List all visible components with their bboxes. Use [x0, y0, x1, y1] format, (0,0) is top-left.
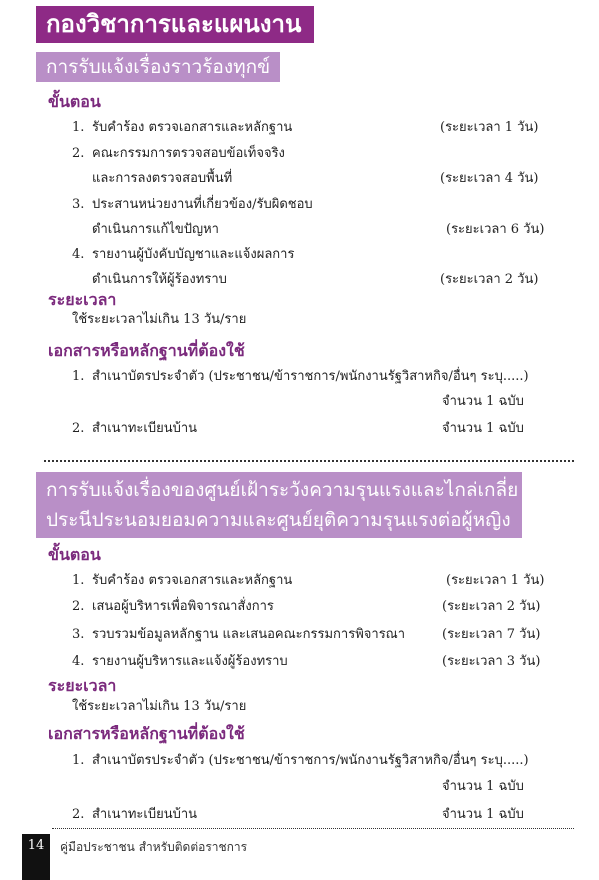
footer-text: คู่มือประชาชน สำหรับติดต่อราชการ	[60, 840, 248, 854]
s1-step2-num: 2.	[72, 146, 85, 161]
section1-steps-heading: ขั้นตอน	[48, 92, 101, 111]
s2-doc2-text: สำเนาทะเบียนบ้าน	[92, 807, 198, 822]
section2-title-line2: ประนีประนอมยอมความและศูนย์ยุติความรุนแรงต่อผู้หญิง	[46, 509, 511, 531]
s1-step1-duration: (ระยะเวลา 1 วัน)	[440, 120, 539, 135]
section1-time-heading: ระยะเวลา	[48, 290, 117, 309]
s1-step3-num: 3.	[72, 197, 85, 212]
page-header-title: กองวิชาการและแผนงาน	[36, 6, 314, 43]
section1-time-text: ใช้ระยะเวลาไม่เกิน 13 วัน/ราย	[72, 312, 247, 327]
s2-step4-num: 4.	[72, 654, 85, 669]
section-divider	[44, 460, 574, 462]
section2-title-line1: การรับแจ้งเรื่องของศูนย์เฝ้าระวังความรุนแรงและไกล่เกลี่ย	[46, 479, 519, 501]
s1-doc1-text: สำเนาบัตรประจำตัว (ประชาชน/ข้าราชการ/พนักงานรัฐวิสาหกิจ/อื่นๆ ระบุ.....)	[92, 369, 529, 384]
s1-doc2-num: 2.	[72, 421, 85, 436]
s2-step3-duration: (ระยะเวลา 7 วัน)	[442, 627, 541, 642]
s2-step4-text: รายงานผู้บริหารและแจ้งผู้ร้องทราบ	[92, 654, 288, 669]
s2-step4-duration: (ระยะเวลา 3 วัน)	[442, 654, 541, 669]
footer-divider	[52, 828, 574, 829]
s1-step2-duration: (ระยะเวลา 4 วัน)	[440, 171, 539, 186]
s2-step1-num: 1.	[72, 573, 85, 588]
s1-step1-num: 1.	[72, 120, 85, 135]
section2-title-banner	[36, 472, 522, 538]
section2-steps-heading: ขั้นตอน	[48, 545, 101, 564]
s1-doc1-count: จำนวน 1 ฉบับ	[442, 394, 524, 409]
s2-step3-num: 3.	[72, 627, 85, 642]
s2-step2-text: เสนอผู้บริหารเพื่อพิจารณาสั่งการ	[92, 599, 274, 614]
s2-doc2-num: 2.	[72, 807, 85, 822]
s2-step2-num: 2.	[72, 599, 85, 614]
section2-time-text: ใช้ระยะเวลาไม่เกิน 13 วัน/ราย	[72, 699, 247, 714]
section1-title: การรับแจ้งเรื่องราวร้องทุกข์	[46, 56, 271, 78]
s1-step4-num: 4.	[72, 247, 85, 262]
s1-step4-line1: รายงานผู้บังคับบัญชาและแจ้งผลการ	[92, 247, 295, 262]
section1-title-banner	[36, 52, 280, 82]
s1-doc1-num: 1.	[72, 369, 85, 384]
s2-doc1-text: สำเนาบัตรประจำตัว (ประชาชน/ข้าราชการ/พนักงานรัฐวิสาหกิจ/อื่นๆ ระบุ.....)	[92, 753, 529, 768]
s1-step2-line1: คณะกรรมการตรวจสอบข้อเท็จจริง	[92, 146, 285, 161]
s2-step1-duration: (ระยะเวลา 1 วัน)	[446, 573, 545, 588]
s2-step2-duration: (ระยะเวลา 2 วัน)	[442, 599, 541, 614]
s2-doc2-count: จำนวน 1 ฉบับ	[442, 807, 524, 822]
s2-doc1-num: 1.	[72, 753, 85, 768]
section1-docs-heading: เอกสารหรือหลักฐานที่ต้องใช้	[48, 341, 245, 360]
s1-step2-line2: และการลงตรวจสอบพื้นที่	[92, 171, 233, 186]
s1-step4-duration: (ระยะเวลา 2 วัน)	[440, 272, 539, 287]
page-number: 14	[22, 834, 50, 880]
section2-docs-heading: เอกสารหรือหลักฐานที่ต้องใช้	[48, 724, 245, 743]
s2-step3-text: รวบรวมข้อมูลหลักฐาน และเสนอคณะกรรมการพิจารณา	[92, 627, 406, 642]
s1-doc2-text: สำเนาทะเบียนบ้าน	[92, 421, 198, 436]
s1-doc2-count: จำนวน 1 ฉบับ	[442, 421, 524, 436]
s2-step1-text: รับคำร้อง ตรวจเอกสารและหลักฐาน	[92, 573, 293, 588]
s1-step4-line2: ดำเนินการให้ผู้ร้องทราบ	[92, 272, 227, 287]
s1-step3-duration: (ระยะเวลา 6 วัน)	[446, 222, 545, 237]
s1-step3-line1: ประสานหน่วยงานที่เกี่ยวข้อง/รับผิดชอบ	[92, 197, 313, 212]
section2-time-heading: ระยะเวลา	[48, 676, 117, 695]
s2-doc1-count: จำนวน 1 ฉบับ	[442, 779, 524, 794]
s1-step3-line2: ดำเนินการแก้ไขปัญหา	[92, 222, 219, 237]
s1-step1-text: รับคำร้อง ตรวจเอกสารและหลักฐาน	[92, 120, 293, 135]
